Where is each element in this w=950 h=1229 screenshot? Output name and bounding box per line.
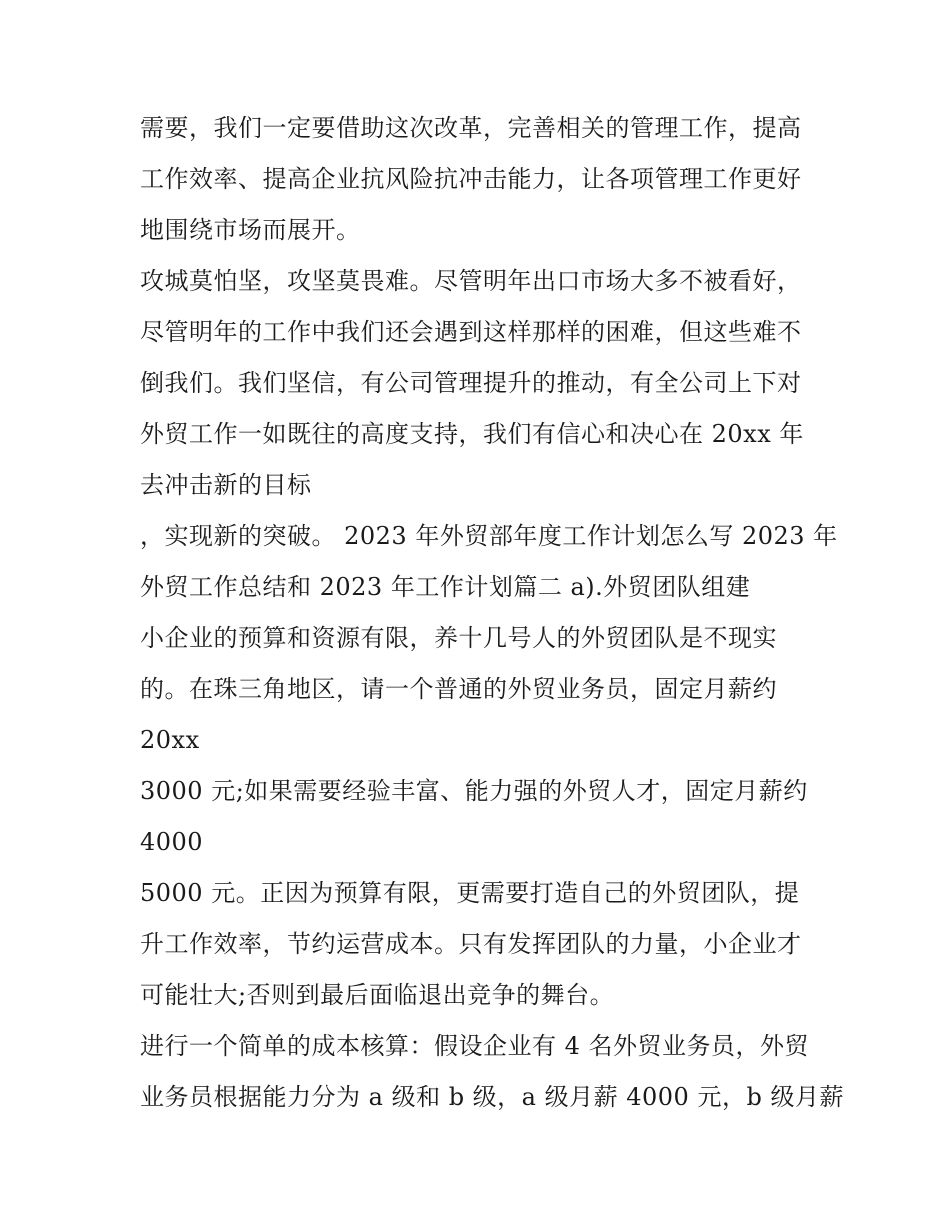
text-line: 业务员根据能力分为 a 级和 b 级，a 级月薪 4000 元，b 级月薪 <box>140 1083 844 1111</box>
text-line: 地围绕市场而展开。 <box>140 216 361 244</box>
text-line: 升工作效率，节约运营成本。只有发挥团队的力量，小企业才 <box>140 930 802 958</box>
text-line: 外贸工作一如既往的高度支持，我们有信心和决心在 20xx 年 <box>140 420 804 448</box>
text-line: 小企业的预算和资源有限，养十几号人的外贸团队是不现实 <box>140 624 777 652</box>
text-line: 的。在珠三角地区，请一个普通的外贸业务员，固定月薪约 <box>140 675 777 703</box>
text-line: 外贸工作总结和 2023 年工作计划篇二 a).外贸团队组建 <box>140 573 751 601</box>
text-line: 攻城莫怕坚，攻坚莫畏难。尽管明年出口市场大多不被看好， <box>140 267 802 295</box>
text-line: 去冲击新的目标 <box>140 471 312 499</box>
text-line: 3000 元;如果需要经验丰富、能力强的外贸人才，固定月薪约 <box>140 777 808 805</box>
text-line: 5000 元。正因为预算有限，更需要打造自己的外贸团队，提 <box>140 879 800 907</box>
text-line: 进行一个简单的成本核算：假设企业有 4 名外贸业务员，外贸 <box>140 1032 810 1060</box>
text-line: 20xx <box>140 726 200 754</box>
text-line: 工作效率、提高企业抗风险抗冲击能力，让各项管理工作更好 <box>140 165 802 193</box>
text-line: ，实现新的突破。 2023 年外贸部年度工作计划怎么写 2023 年 <box>140 522 838 550</box>
text-line: 可能壮大;否则到最后面临退出竞争的舞台。 <box>140 981 615 1009</box>
text-line: 需要，我们一定要借助这次改革，完善相关的管理工作，提高 <box>140 114 802 142</box>
text-line: 倒我们。我们坚信，有公司管理提升的推动，有全公司上下对 <box>140 369 802 397</box>
text-line: 尽管明年的工作中我们还会遇到这样那样的困难，但这些难不 <box>140 318 802 346</box>
document-body <box>140 108 844 1128</box>
text-line: 4000 <box>140 828 204 856</box>
